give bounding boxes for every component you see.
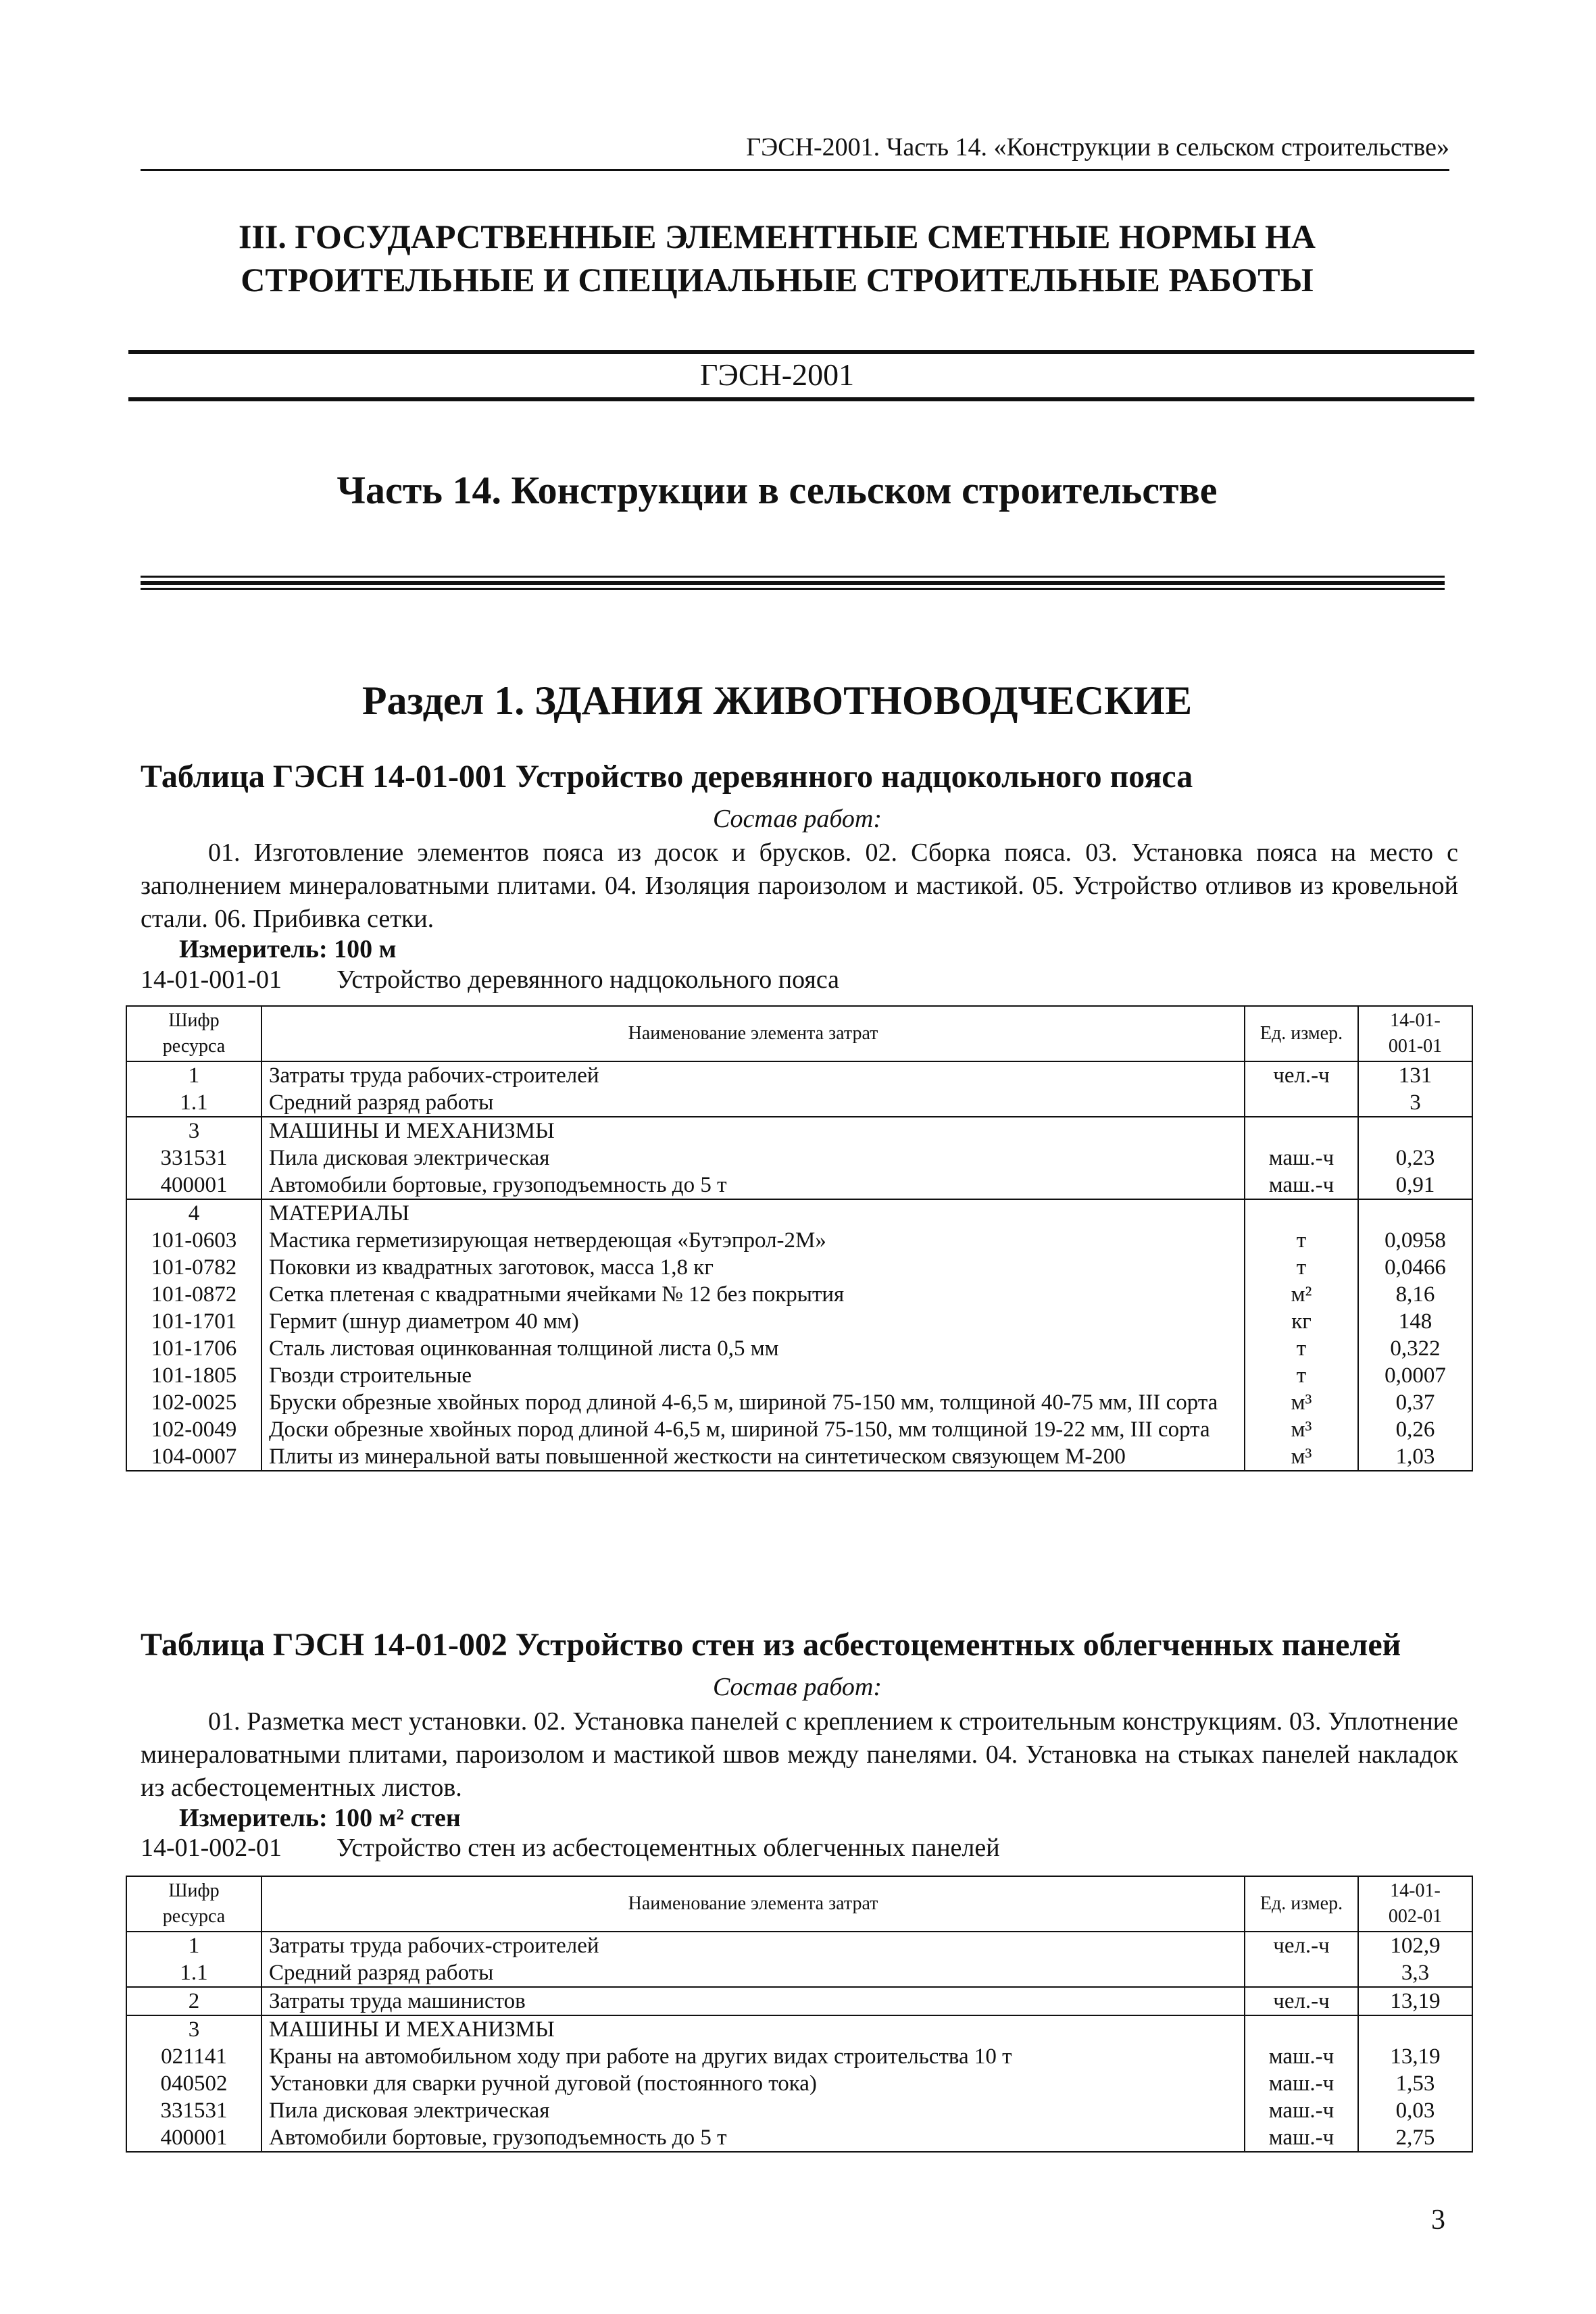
table-2-norm-line xyxy=(141,1833,1000,1863)
cell-code: 3 xyxy=(126,1117,261,1145)
part-rule-2 xyxy=(141,581,1445,585)
table-1-norm-name: Устройство деревянного надцокольного пояса xyxy=(336,965,840,994)
cell-unit: маш.-ч xyxy=(1245,1172,1358,1199)
cell-name: Автомобили бортовые, грузоподъемность до 5 т xyxy=(261,1172,1245,1199)
table-2-composition: 01. Разметка мест установки. 02. Установка панелей с креплением к строительным конструкциям. 03. Уплотнение минераловатными плитами, пароизолом и мастикой швов между панелями. 04. Установка на стыках панелей накладок из асбестоцементных листов. xyxy=(141,1707,1458,1802)
cell-name: Пила дисковая электрическая xyxy=(261,1145,1245,1172)
header-name: Наименование элемента затрат xyxy=(261,1006,1245,1061)
cell-value: 0,26 xyxy=(1358,1416,1472,1443)
table-row xyxy=(126,1335,1472,1362)
cell-name: Гвозди строительные xyxy=(261,1362,1245,1389)
table-1-measure: Измеритель: 100 м xyxy=(179,935,397,963)
cell-code: 101-0872 xyxy=(126,1281,261,1308)
table-row xyxy=(126,2097,1472,2124)
cell-value: 0,91 xyxy=(1358,1172,1472,1199)
running-header: ГЭСН-2001. Часть 14. «Конструкции в сельском строительстве» xyxy=(746,133,1449,161)
table-row xyxy=(126,2124,1472,2152)
cell-code: 2 xyxy=(126,1987,261,2015)
table-row xyxy=(126,1117,1472,1145)
cell-unit: чел.-ч xyxy=(1245,1061,1358,1089)
main-title xyxy=(139,215,1416,301)
cell-code: 400001 xyxy=(126,1172,261,1199)
cell-value: 8,16 xyxy=(1358,1281,1472,1308)
cell-unit: маш.-ч xyxy=(1245,2124,1358,2152)
cell-name: Средний разряд работы xyxy=(261,1089,1245,1117)
cell-value: 13,19 xyxy=(1358,2043,1472,2070)
table-row xyxy=(126,1089,1472,1117)
cell-name: Доски обрезные хвойных пород длиной 4-6,5 м, шириной 75-150, мм толщиной 19-22 мм, III сорта xyxy=(261,1416,1245,1443)
cell-unit: чел.-ч xyxy=(1245,1932,1358,1959)
cell-code: 1.1 xyxy=(126,1959,261,1987)
cell-unit: кг xyxy=(1245,1308,1358,1335)
cell-code: 331531 xyxy=(126,1145,261,1172)
cell-unit: т xyxy=(1245,1254,1358,1281)
table-row xyxy=(126,1987,1472,2015)
table-2 xyxy=(126,1876,1473,2153)
cell-unit: м³ xyxy=(1245,1416,1358,1443)
table-row xyxy=(126,1362,1472,1389)
cell-name: Установки для сварки ручной дуговой (постоянного тока) xyxy=(261,2070,1245,2097)
cell-value: 131 xyxy=(1358,1061,1472,1089)
cell-name: Автомобили бортовые, грузоподъемность до 5 т xyxy=(261,2124,1245,2152)
cell-code: 3 xyxy=(126,2015,261,2043)
header-name: Наименование элемента затрат xyxy=(261,1876,1245,1932)
cell-code: 1 xyxy=(126,1061,261,1089)
cell-name: Средний разряд работы xyxy=(261,1959,1245,1987)
cell-value: 2,75 xyxy=(1358,2124,1472,2152)
cell-unit: маш.-ч xyxy=(1245,2070,1358,2097)
cell-unit: м² xyxy=(1245,1281,1358,1308)
page-number: 3 xyxy=(1431,2205,1445,2236)
table-row xyxy=(126,1227,1472,1254)
cell-unit: маш.-ч xyxy=(1245,2097,1358,2124)
cell-code: 101-1706 xyxy=(126,1335,261,1362)
header-unit: Ед. измер. xyxy=(1245,1006,1358,1061)
cell-value: 1,53 xyxy=(1358,2070,1472,2097)
cell-name: Затраты труда машинистов xyxy=(261,1987,1245,2015)
cell-value: 0,322 xyxy=(1358,1335,1472,1362)
table-row xyxy=(126,1416,1472,1443)
header-norm-line: 14-01- xyxy=(1390,1880,1441,1901)
header-code-line: ресурса xyxy=(162,1036,226,1057)
cell-unit: маш.-ч xyxy=(1245,2043,1358,2070)
table-row xyxy=(126,1254,1472,1281)
cell-unit xyxy=(1245,1959,1358,1987)
cell-name: Поковки из квадратных заготовок, масса 1,8 кг xyxy=(261,1254,1245,1281)
cell-unit: т xyxy=(1245,1335,1358,1362)
cell-code: 1.1 xyxy=(126,1089,261,1117)
part-rule-1 xyxy=(141,576,1445,578)
cell-code: 021141 xyxy=(126,2043,261,2070)
header-norm-line: 001-01 xyxy=(1388,1036,1443,1057)
table-2-measure: Измеритель: 100 м² стен xyxy=(179,1804,461,1832)
header-code xyxy=(126,1006,261,1061)
cell-value: 148 xyxy=(1358,1308,1472,1335)
cell-value: 0,37 xyxy=(1358,1389,1472,1416)
cell-value: 0,03 xyxy=(1358,2097,1472,2124)
table-2-norm-code: 14-01-002-01 xyxy=(141,1834,282,1862)
table-row xyxy=(126,2043,1472,2070)
header-unit: Ед. измер. xyxy=(1245,1876,1358,1932)
cell-code: 101-0782 xyxy=(126,1254,261,1281)
cell-value: 1,03 xyxy=(1358,1443,1472,1471)
table-1-norm-line xyxy=(141,965,840,995)
table-row xyxy=(126,1959,1472,1987)
table-1-composition-label: Состав работ: xyxy=(712,805,882,833)
gesn-rule-bottom xyxy=(128,397,1474,401)
gesn-label: ГЭСН-2001 xyxy=(699,357,855,392)
table-header-row xyxy=(126,1006,1472,1061)
cell-code: 040502 xyxy=(126,2070,261,2097)
cell-unit: т xyxy=(1245,1362,1358,1389)
cell-value xyxy=(1358,2015,1472,2043)
cell-value: 3 xyxy=(1358,1089,1472,1117)
header-code-line: ресурса xyxy=(162,1906,226,1927)
header-norm-line: 002-01 xyxy=(1388,1906,1443,1927)
table-row xyxy=(126,2015,1472,2043)
cell-value: 0,0007 xyxy=(1358,1362,1472,1389)
table-row xyxy=(126,1199,1472,1227)
gesn-rule-top xyxy=(128,350,1474,354)
table-row xyxy=(126,1932,1472,1959)
cell-code: 102-0025 xyxy=(126,1389,261,1416)
cell-name: Краны на автомобильном ходу при работе на других видах строительства 10 т xyxy=(261,2043,1245,2070)
cell-name: Мастика герметизирующая нетвердеющая «Бутэпрол-2М» xyxy=(261,1227,1245,1254)
header-rule xyxy=(141,169,1449,171)
cell-unit: м³ xyxy=(1245,1443,1358,1471)
cell-value xyxy=(1358,1117,1472,1145)
table-1 xyxy=(126,1005,1473,1472)
table-row xyxy=(126,1389,1472,1416)
cell-code: 4 xyxy=(126,1199,261,1227)
table-1-norm-code: 14-01-001-01 xyxy=(141,965,282,994)
cell-unit: т xyxy=(1245,1227,1358,1254)
cell-unit xyxy=(1245,1199,1358,1227)
table-2-norm-name: Устройство стен из асбестоцементных облегченных панелей xyxy=(336,1834,1000,1862)
table-header-row xyxy=(126,1876,1472,1932)
cell-unit xyxy=(1245,2015,1358,2043)
cell-value xyxy=(1358,1199,1472,1227)
cell-code: 101-1701 xyxy=(126,1308,261,1335)
table-row xyxy=(126,1281,1472,1308)
main-title-line-1: III. ГОСУДАРСТВЕННЫЕ ЭЛЕМЕНТНЫЕ СМЕТНЫЕ НОРМЫ НА xyxy=(238,218,1316,255)
cell-code: 102-0049 xyxy=(126,1416,261,1443)
part-rule-3 xyxy=(141,588,1445,590)
cell-name: Бруски обрезные хвойных пород длиной 4-6,5 м, шириной 75-150 мм, толщиной 40-75 мм, III сорта xyxy=(261,1389,1245,1416)
cell-unit xyxy=(1245,1089,1358,1117)
cell-name: Гермит (шнур диаметром 40 мм) xyxy=(261,1308,1245,1335)
table-row xyxy=(126,1443,1472,1471)
cell-unit: маш.-ч xyxy=(1245,1145,1358,1172)
section-title: Раздел 1. ЗДАНИЯ ЖИВОТНОВОДЧЕСКИЕ xyxy=(361,678,1193,723)
cell-name: Пила дисковая электрическая xyxy=(261,2097,1245,2124)
cell-name: Затраты труда рабочих-строителей xyxy=(261,1061,1245,1089)
cell-code: 101-0603 xyxy=(126,1227,261,1254)
table-row xyxy=(126,1172,1472,1199)
table-1-composition: 01. Изготовление элементов пояса из досок и брусков. 02. Сборка пояса. 03. Установка пояса на место с заполнением минераловатными плитами. 04. Изоляция пароизолом и мастикой. 05. Устройство отливов из кровельной стали. 06. Прибивка сетки. xyxy=(141,838,1458,933)
cell-value: 0,0466 xyxy=(1358,1254,1472,1281)
cell-name: МАШИНЫ И МЕХАНИЗМЫ xyxy=(261,1117,1245,1145)
cell-code: 1 xyxy=(126,1932,261,1959)
table-row xyxy=(126,2070,1472,2097)
table-row xyxy=(126,1308,1472,1335)
cell-code: 104-0007 xyxy=(126,1443,261,1471)
cell-name: МАТЕРИАЛЫ xyxy=(261,1199,1245,1227)
table-1-title: Таблица ГЭСН 14-01-001 Устройство деревянного надцокольного пояса xyxy=(141,759,1193,795)
main-title-line-2: СТРОИТЕЛЬНЫЕ И СПЕЦИАЛЬНЫЕ СТРОИТЕЛЬНЫЕ РАБОТЫ xyxy=(241,261,1314,299)
cell-value: 0,0958 xyxy=(1358,1227,1472,1254)
cell-code: 101-1805 xyxy=(126,1362,261,1389)
table-row xyxy=(126,1145,1472,1172)
cell-code: 331531 xyxy=(126,2097,261,2124)
cell-value: 3,3 xyxy=(1358,1959,1472,1987)
cell-code: 400001 xyxy=(126,2124,261,2152)
cell-name: МАШИНЫ И МЕХАНИЗМЫ xyxy=(261,2015,1245,2043)
cell-name: Плиты из минеральной ваты повышенной жесткости на синтетическом связующем М-200 xyxy=(261,1443,1245,1471)
header-norm-line: 14-01- xyxy=(1390,1010,1441,1031)
cell-name: Сетка плетеная с квадратными ячейками № 12 без покрытия xyxy=(261,1281,1245,1308)
header-code xyxy=(126,1876,261,1932)
part-title: Часть 14. Конструкции в сельском строительстве xyxy=(336,468,1218,512)
cell-name: Затраты труда рабочих-строителей xyxy=(261,1932,1245,1959)
cell-unit xyxy=(1245,1117,1358,1145)
cell-unit: чел.-ч xyxy=(1245,1987,1358,2015)
table-2-composition-label: Состав работ: xyxy=(712,1673,882,1701)
cell-value: 102,9 xyxy=(1358,1932,1472,1959)
header-norm xyxy=(1358,1876,1472,1932)
header-code-line: Шифр xyxy=(168,1880,220,1901)
cell-unit: м³ xyxy=(1245,1389,1358,1416)
cell-value: 0,23 xyxy=(1358,1145,1472,1172)
header-norm xyxy=(1358,1006,1472,1061)
cell-value: 13,19 xyxy=(1358,1987,1472,2015)
header-code-line: Шифр xyxy=(168,1010,220,1031)
table-2-title: Таблица ГЭСН 14-01-002 Устройство стен из асбестоцементных облегченных панелей xyxy=(141,1627,1401,1663)
table-row xyxy=(126,1061,1472,1089)
cell-name: Сталь листовая оцинкованная толщиной листа 0,5 мм xyxy=(261,1335,1245,1362)
